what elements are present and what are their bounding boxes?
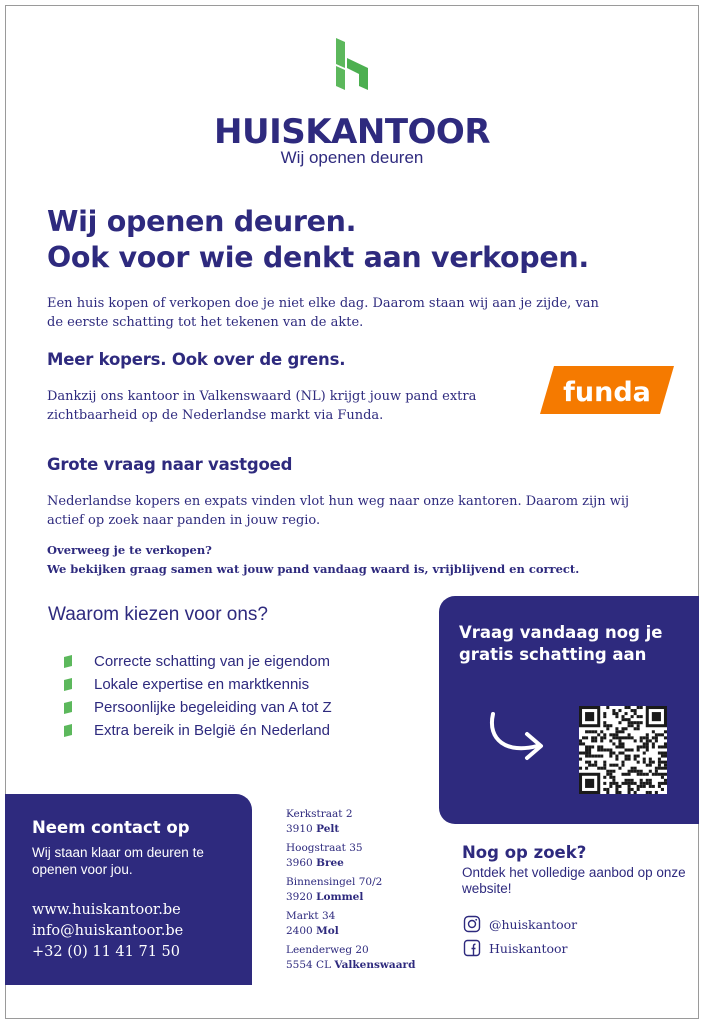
office-address <box>286 943 415 972</box>
office-postcode: 5554 CL <box>286 958 332 971</box>
office-street: Kerkstraat 2 <box>286 808 353 820</box>
why-title: Waarom kiezen voor ons? <box>48 604 269 625</box>
headline-line-2: Ook voor wie denkt aan verkopen. <box>47 241 589 274</box>
funda-logo-text: funda <box>563 377 651 408</box>
phone-link[interactable]: +32 (0) 11 41 71 50 <box>32 944 180 960</box>
why-list <box>64 650 332 742</box>
free-valuation-box <box>439 596 699 824</box>
office-city: Valkenswaard <box>334 958 416 971</box>
promo-title: Vraag vandaag nog je gratis schatting aan <box>459 623 663 664</box>
office-street: Leenderweg 20 <box>286 944 369 956</box>
office-list <box>286 807 415 977</box>
office-address <box>286 875 415 904</box>
facebook-name: Huiskantoor <box>489 940 568 956</box>
qr-code[interactable] <box>579 706 667 794</box>
buyers-title: Meer kopers. Ook over de grens. <box>47 350 346 369</box>
office-postcode: 3920 <box>286 890 313 903</box>
office-street: Hoogstraat 35 <box>286 842 363 854</box>
curved-arrow-icon <box>487 706 551 766</box>
list-item <box>64 673 332 696</box>
contact-box <box>5 794 252 985</box>
green-mark-icon <box>64 701 72 714</box>
why-item-label: Persoonlijke begeleiding van A tot Z <box>94 699 332 716</box>
contact-title: Neem contact op <box>32 818 190 837</box>
sell-cta <box>47 541 667 579</box>
instagram-link[interactable] <box>463 915 577 933</box>
office-postcode: 3960 <box>286 856 313 869</box>
green-mark-icon <box>64 655 72 668</box>
why-item-label: Correcte schatting van je eigendom <box>94 653 330 670</box>
office-postcode: 2400 <box>286 924 313 937</box>
instagram-icon <box>463 915 481 933</box>
huiskantoor-logo-icon <box>334 38 370 90</box>
email-link[interactable]: info@huiskantoor.be <box>32 923 184 939</box>
contact-subtitle: Wij staan klaar om deuren te openen voor jou. <box>32 845 204 877</box>
website-link[interactable]: www.huiskantoor.be <box>32 902 181 918</box>
list-item <box>64 719 332 742</box>
office-city: Pelt <box>316 822 340 835</box>
intro-text: Een huis kopen of verkopen doe je niet elke dag. Daarom staan wij aan je zijde, van de eerste schatting tot het tekenen van de akte. <box>47 296 599 330</box>
office-address <box>286 909 415 938</box>
contact-details <box>32 900 183 963</box>
green-mark-icon <box>64 678 72 691</box>
office-postcode: 3910 <box>286 822 313 835</box>
search-text: Ontdek het volledige aanbod op onze website! <box>462 865 686 896</box>
list-item <box>64 696 332 719</box>
brand-tagline: Wij openen deuren <box>280 148 424 167</box>
buyers-text: Dankzij ons kantoor in Valkenswaard (NL) krijgt jouw pand extra zichtbaarheid op de Nederlandse markt via Funda. <box>47 389 477 423</box>
why-item-label: Extra bereik in België én Nederland <box>94 722 330 739</box>
brand-name: HUISKANTOOR <box>214 112 490 152</box>
office-city: Bree <box>316 856 344 869</box>
facebook-link[interactable] <box>463 939 568 957</box>
office-city: Mol <box>316 924 339 937</box>
sell-cta-line-1: Overweeg je te verkopen? <box>47 543 212 557</box>
green-mark-icon <box>64 724 72 737</box>
search-title: Nog op zoek? <box>462 843 587 862</box>
headline-line-1: Wij openen deuren. <box>47 205 357 238</box>
sell-cta-line-2: We bekijken graag samen wat jouw pand vandaag waard is, vrijblijvend en correct. <box>47 562 580 576</box>
office-city: Lommel <box>316 890 364 903</box>
demand-text: Nederlandse kopers en expats vinden vlot hun weg naar onze kantoren. Daarom zijn wij actief op zoek naar panden in jouw regio. <box>47 494 630 528</box>
office-address <box>286 807 415 836</box>
facebook-icon <box>463 939 481 957</box>
demand-title: Grote vraag naar vastgoed <box>47 455 293 474</box>
why-item-label: Lokale expertise en marktkennis <box>94 676 310 693</box>
funda-logo-icon <box>540 364 674 416</box>
page-headline <box>47 204 589 276</box>
list-item <box>64 650 332 673</box>
office-street: Markt 34 <box>286 910 336 922</box>
instagram-handle: @huiskantoor <box>489 916 578 932</box>
office-street: Binnensingel 70/2 <box>286 876 383 888</box>
office-address <box>286 841 415 870</box>
